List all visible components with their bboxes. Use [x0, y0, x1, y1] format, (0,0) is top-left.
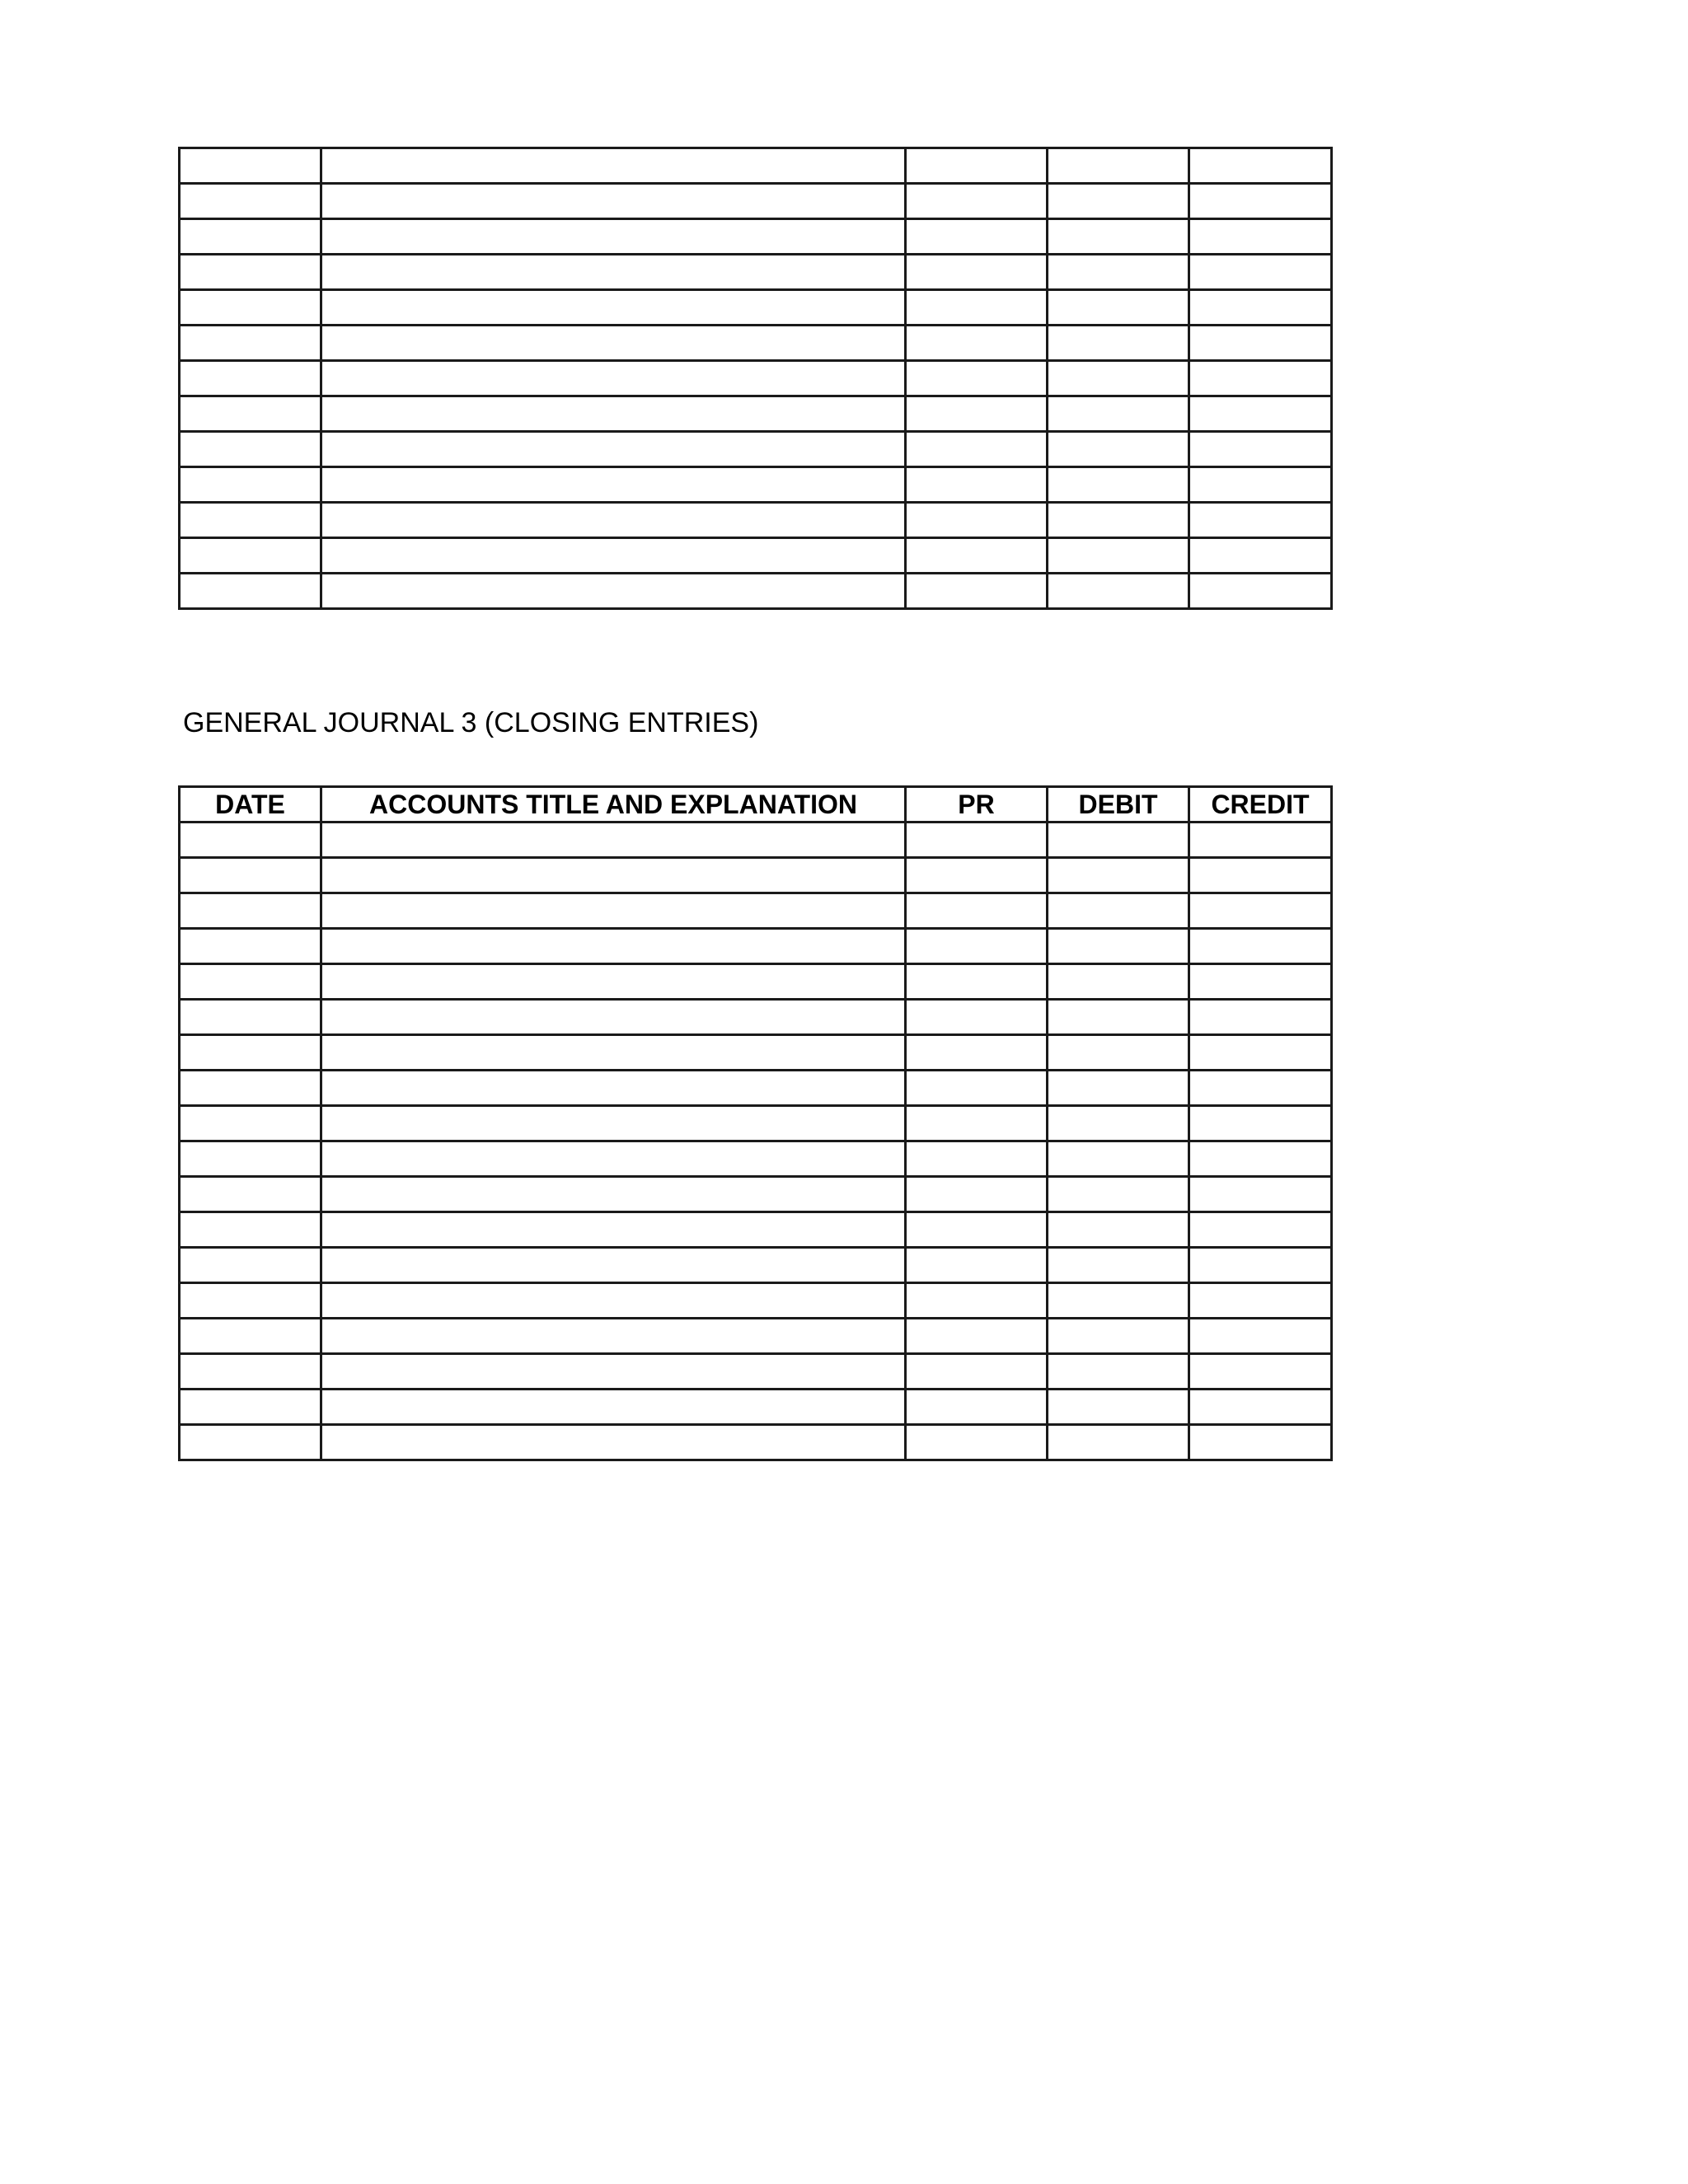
account-cell[interactable]	[321, 929, 906, 964]
debit-cell[interactable]	[1048, 1283, 1189, 1319]
pr-cell[interactable]	[906, 148, 1048, 184]
date-cell[interactable]	[180, 574, 321, 609]
table-row	[180, 1212, 1332, 1248]
credit-cell[interactable]	[1189, 823, 1332, 858]
table-row	[180, 1354, 1332, 1390]
debit-cell[interactable]	[1048, 574, 1189, 609]
header-pr: PR	[906, 787, 1048, 823]
section-title: GENERAL JOURNAL 3 (CLOSING ENTRIES)	[183, 707, 759, 738]
credit-cell[interactable]	[1189, 184, 1332, 219]
credit-cell[interactable]	[1189, 1425, 1332, 1460]
date-cell[interactable]	[180, 361, 321, 396]
header-date: DATE	[180, 787, 321, 823]
debit-cell[interactable]	[1048, 148, 1189, 184]
credit-cell[interactable]	[1189, 1212, 1332, 1248]
table-row	[180, 432, 1332, 467]
pr-cell[interactable]	[906, 1425, 1048, 1460]
debit-cell[interactable]	[1048, 964, 1189, 1000]
date-cell[interactable]	[180, 538, 321, 574]
pr-cell[interactable]	[906, 503, 1048, 538]
debit-cell[interactable]	[1048, 1425, 1189, 1460]
debit-cell[interactable]	[1048, 219, 1189, 255]
account-cell[interactable]	[321, 361, 906, 396]
account-cell[interactable]	[321, 396, 906, 432]
credit-cell[interactable]	[1189, 255, 1332, 290]
debit-cell[interactable]	[1048, 1000, 1189, 1035]
pr-cell[interactable]	[906, 255, 1048, 290]
credit-cell[interactable]	[1189, 1106, 1332, 1141]
table-row	[180, 503, 1332, 538]
date-cell[interactable]	[180, 219, 321, 255]
account-cell[interactable]	[321, 1283, 906, 1319]
table-row	[180, 184, 1332, 219]
debit-cell[interactable]	[1048, 823, 1189, 858]
account-cell[interactable]	[321, 1035, 906, 1071]
table-row	[180, 1106, 1332, 1141]
table-row	[180, 1283, 1332, 1319]
pr-cell[interactable]	[906, 1319, 1048, 1354]
table-row	[180, 1248, 1332, 1283]
debit-cell[interactable]	[1048, 255, 1189, 290]
credit-cell[interactable]	[1189, 1390, 1332, 1425]
table-row	[180, 361, 1332, 396]
date-cell[interactable]	[180, 1354, 321, 1390]
pr-cell[interactable]	[906, 858, 1048, 893]
table-row	[180, 1141, 1332, 1177]
debit-cell[interactable]	[1048, 538, 1189, 574]
pr-cell[interactable]	[906, 1000, 1048, 1035]
pr-cell[interactable]	[906, 823, 1048, 858]
pr-cell[interactable]	[906, 219, 1048, 255]
date-cell[interactable]	[180, 858, 321, 893]
table-row	[180, 1425, 1332, 1460]
debit-cell[interactable]	[1048, 290, 1189, 326]
date-cell[interactable]	[180, 929, 321, 964]
account-cell[interactable]	[321, 290, 906, 326]
credit-cell[interactable]	[1189, 1035, 1332, 1071]
credit-cell[interactable]	[1189, 574, 1332, 609]
credit-cell[interactable]	[1189, 538, 1332, 574]
account-cell[interactable]	[321, 219, 906, 255]
pr-cell[interactable]	[906, 432, 1048, 467]
date-cell[interactable]	[180, 1212, 321, 1248]
pr-cell[interactable]	[906, 929, 1048, 964]
debit-cell[interactable]	[1048, 929, 1189, 964]
account-cell[interactable]	[321, 1390, 906, 1425]
debit-cell[interactable]	[1048, 1035, 1189, 1071]
journal-table-continued	[178, 147, 1333, 610]
account-cell[interactable]	[321, 893, 906, 929]
closing-entries-body	[180, 823, 1332, 1460]
account-cell[interactable]	[321, 255, 906, 290]
date-cell[interactable]	[180, 1319, 321, 1354]
date-cell[interactable]	[180, 326, 321, 361]
debit-cell[interactable]	[1048, 858, 1189, 893]
table-row	[180, 396, 1332, 432]
debit-cell[interactable]	[1048, 396, 1189, 432]
pr-cell[interactable]	[906, 361, 1048, 396]
header-account-title: ACCOUNTS TITLE AND EXPLANATION	[321, 787, 906, 823]
date-cell[interactable]	[180, 467, 321, 503]
header-credit: CREDIT	[1189, 787, 1332, 823]
credit-cell[interactable]	[1189, 467, 1332, 503]
journal-table-continued-body	[180, 148, 1332, 609]
pr-cell[interactable]	[906, 1071, 1048, 1106]
credit-cell[interactable]	[1189, 1141, 1332, 1177]
debit-cell[interactable]	[1048, 361, 1189, 396]
date-cell[interactable]	[180, 964, 321, 1000]
table-row	[180, 964, 1332, 1000]
debit-cell[interactable]	[1048, 893, 1189, 929]
credit-cell[interactable]	[1189, 290, 1332, 326]
pr-cell[interactable]	[906, 1212, 1048, 1248]
pr-cell[interactable]	[906, 574, 1048, 609]
date-cell[interactable]	[180, 503, 321, 538]
debit-cell[interactable]	[1048, 1390, 1189, 1425]
table-row	[180, 823, 1332, 858]
table-row	[180, 538, 1332, 574]
account-cell[interactable]	[321, 1212, 906, 1248]
date-cell[interactable]	[180, 148, 321, 184]
debit-cell[interactable]	[1048, 1141, 1189, 1177]
debit-cell[interactable]	[1048, 503, 1189, 538]
credit-cell[interactable]	[1189, 1354, 1332, 1390]
credit-cell[interactable]	[1189, 1319, 1332, 1354]
table-row	[180, 1319, 1332, 1354]
account-cell[interactable]	[321, 1248, 906, 1283]
account-cell[interactable]	[321, 467, 906, 503]
credit-cell[interactable]	[1189, 893, 1332, 929]
table-row	[180, 1390, 1332, 1425]
header-debit: DEBIT	[1048, 787, 1189, 823]
credit-cell[interactable]	[1189, 1248, 1332, 1283]
pr-cell[interactable]	[906, 1354, 1048, 1390]
date-cell[interactable]	[180, 1425, 321, 1460]
account-cell[interactable]	[321, 1425, 906, 1460]
account-cell[interactable]	[321, 964, 906, 1000]
pr-cell[interactable]	[906, 1035, 1048, 1071]
table-row	[180, 1035, 1332, 1071]
pr-cell[interactable]	[906, 326, 1048, 361]
pr-cell[interactable]	[906, 1248, 1048, 1283]
date-cell[interactable]	[180, 1283, 321, 1319]
table-row	[180, 893, 1332, 929]
account-cell[interactable]	[321, 574, 906, 609]
debit-cell[interactable]	[1048, 1106, 1189, 1141]
credit-cell[interactable]	[1189, 858, 1332, 893]
credit-cell[interactable]	[1189, 219, 1332, 255]
date-cell[interactable]	[180, 1071, 321, 1106]
pr-cell[interactable]	[906, 1390, 1048, 1425]
date-cell[interactable]	[180, 184, 321, 219]
credit-cell[interactable]	[1189, 1000, 1332, 1035]
pr-cell[interactable]	[906, 184, 1048, 219]
pr-cell[interactable]	[906, 1141, 1048, 1177]
closing-entries-table	[178, 785, 1333, 1461]
credit-cell[interactable]	[1189, 1071, 1332, 1106]
date-cell[interactable]	[180, 432, 321, 467]
table-row	[180, 929, 1332, 964]
pr-cell[interactable]	[906, 538, 1048, 574]
date-cell[interactable]	[180, 1106, 321, 1141]
pr-cell[interactable]	[906, 467, 1048, 503]
table-row	[180, 1177, 1332, 1212]
table-row	[180, 574, 1332, 609]
pr-cell[interactable]	[906, 1106, 1048, 1141]
pr-cell[interactable]	[906, 893, 1048, 929]
table-row	[180, 219, 1332, 255]
debit-cell[interactable]	[1048, 1177, 1189, 1212]
credit-cell[interactable]	[1189, 432, 1332, 467]
account-cell[interactable]	[321, 1071, 906, 1106]
account-cell[interactable]	[321, 1141, 906, 1177]
date-cell[interactable]	[180, 823, 321, 858]
table-row	[180, 467, 1332, 503]
debit-cell[interactable]	[1048, 184, 1189, 219]
account-cell[interactable]	[321, 503, 906, 538]
pr-cell[interactable]	[906, 1283, 1048, 1319]
debit-cell[interactable]	[1048, 1354, 1189, 1390]
pr-cell[interactable]	[906, 396, 1048, 432]
table-row	[180, 1071, 1332, 1106]
pr-cell[interactable]	[906, 290, 1048, 326]
debit-cell[interactable]	[1048, 326, 1189, 361]
credit-cell[interactable]	[1189, 326, 1332, 361]
account-cell[interactable]	[321, 184, 906, 219]
table-row	[180, 1000, 1332, 1035]
table-row	[180, 326, 1332, 361]
account-cell[interactable]	[321, 823, 906, 858]
account-cell[interactable]	[321, 1319, 906, 1354]
debit-cell[interactable]	[1048, 432, 1189, 467]
date-cell[interactable]	[180, 1248, 321, 1283]
date-cell[interactable]	[180, 1000, 321, 1035]
credit-cell[interactable]	[1189, 964, 1332, 1000]
account-cell[interactable]	[321, 858, 906, 893]
table-row	[180, 290, 1332, 326]
date-cell[interactable]	[180, 290, 321, 326]
account-cell[interactable]	[321, 1000, 906, 1035]
debit-cell[interactable]	[1048, 467, 1189, 503]
account-cell[interactable]	[321, 538, 906, 574]
date-cell[interactable]	[180, 1035, 321, 1071]
pr-cell[interactable]	[906, 1177, 1048, 1212]
account-cell[interactable]	[321, 1354, 906, 1390]
credit-cell[interactable]	[1189, 361, 1332, 396]
date-cell[interactable]	[180, 1141, 321, 1177]
debit-cell[interactable]	[1048, 1212, 1189, 1248]
account-cell[interactable]	[321, 432, 906, 467]
debit-cell[interactable]	[1048, 1248, 1189, 1283]
debit-cell[interactable]	[1048, 1071, 1189, 1106]
date-cell[interactable]	[180, 396, 321, 432]
credit-cell[interactable]	[1189, 148, 1332, 184]
table-row	[180, 148, 1332, 184]
account-cell[interactable]	[321, 148, 906, 184]
account-cell[interactable]	[321, 1106, 906, 1141]
header-row	[180, 787, 1332, 823]
credit-cell[interactable]	[1189, 929, 1332, 964]
date-cell[interactable]	[180, 1390, 321, 1425]
table-row	[180, 858, 1332, 893]
account-cell[interactable]	[321, 1177, 906, 1212]
credit-cell[interactable]	[1189, 1283, 1332, 1319]
debit-cell[interactable]	[1048, 1319, 1189, 1354]
date-cell[interactable]	[180, 255, 321, 290]
table-row	[180, 255, 1332, 290]
credit-cell[interactable]	[1189, 503, 1332, 538]
account-cell[interactable]	[321, 326, 906, 361]
credit-cell[interactable]	[1189, 1177, 1332, 1212]
pr-cell[interactable]	[906, 964, 1048, 1000]
credit-cell[interactable]	[1189, 396, 1332, 432]
date-cell[interactable]	[180, 893, 321, 929]
date-cell[interactable]	[180, 1177, 321, 1212]
